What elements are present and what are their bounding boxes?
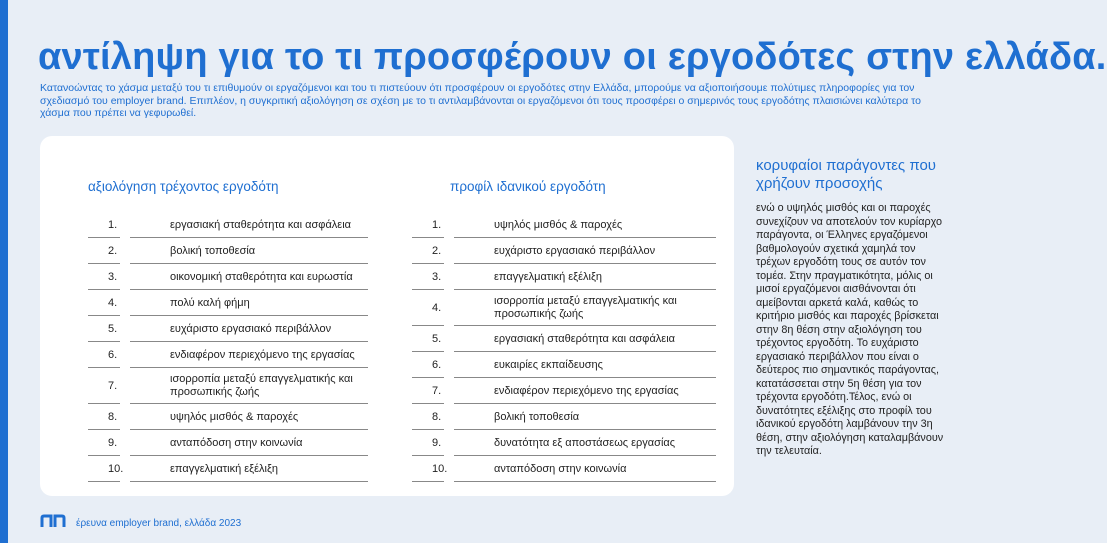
list-item <box>88 264 368 290</box>
list-item <box>88 342 368 368</box>
rank-number: 10. <box>432 463 448 475</box>
rank-label: ευχάριστο εργασιακό περιβάλλον <box>170 322 332 335</box>
rank-number: 2. <box>108 245 118 257</box>
rankings-card <box>40 136 734 496</box>
rank-label: ισορροπία μεταξύ επαγγελματικής και προσωπικής ζωής <box>494 295 677 320</box>
list-item <box>88 456 368 482</box>
ideal-employer-list <box>412 212 716 482</box>
intro-paragraph: Κατανοώντας το χάσμα μεταξύ του τι επιθυμούν οι εργαζόμενοι και του τι πιστεύουν ότι προσφέρουν οι εργοδότες στην Ελλάδα, μπορούμε να αξιοποιήσουμε πολύτιμες πληροφορίες για τον σχεδιασμό του employer brand. Επιπλέον, η συγκριτική αξιολόγηση σε σχέση με το τι αντιλαμβάνονται οι εργαζόμενοι ότι τους προσφέρει ο σημερινός τους εργοδότης πλαισιώνει καλύτερα το χάσμα που πρέπει να γεφυρωθεί. <box>40 82 921 119</box>
rank-number: 1. <box>108 219 118 231</box>
list-item <box>412 290 716 326</box>
rank-label: ισορροπία μεταξύ επαγγελματικής και προσωπικής ζωής <box>170 373 353 398</box>
rank-label: επαγγελματική εξέλιξη <box>170 462 278 475</box>
rank-number: 1. <box>432 219 442 231</box>
side-heading: κορυφαίοι παράγοντες που χρήζουν προσοχής <box>756 157 937 192</box>
rank-label: ενδιαφέρον περιεχόμενο της εργασίας <box>494 384 679 397</box>
rank-number: 3. <box>432 271 442 283</box>
rank-label: υψηλός μισθός & παροχές <box>170 410 299 423</box>
number-divider <box>412 481 444 482</box>
list-item <box>88 430 368 456</box>
rank-label: βολική τοποθεσία <box>170 244 256 257</box>
list-item <box>412 326 716 352</box>
list-item <box>412 212 716 238</box>
list-item <box>88 404 368 430</box>
list-item <box>412 238 716 264</box>
rank-label: επαγγελματική εξέλιξη <box>494 270 602 283</box>
rank-number: 2. <box>432 245 442 257</box>
list-item <box>88 238 368 264</box>
rank-number: 6. <box>108 349 118 361</box>
list-item <box>88 212 368 238</box>
list-item <box>412 456 716 482</box>
rank-number: 10. <box>108 463 124 475</box>
page-title: αντίληψη για το τι προσφέρουν οι εργοδότες στην ελλάδα. <box>38 36 1107 78</box>
list-item <box>412 264 716 290</box>
rank-number: 7. <box>108 380 118 392</box>
rank-number: 4. <box>432 302 442 314</box>
rank-label: ενδιαφέρον περιεχόμενο της εργασίας <box>170 348 355 361</box>
list-item <box>88 368 368 404</box>
list-item <box>412 352 716 378</box>
rank-number: 8. <box>432 411 442 423</box>
rank-label: πολύ καλή φήμη <box>170 296 250 309</box>
rank-number: 4. <box>108 297 118 309</box>
rank-label: βολική τοποθεσία <box>494 410 580 423</box>
randstad-logo-icon <box>40 514 66 528</box>
list-item <box>412 378 716 404</box>
row-divider <box>130 481 368 482</box>
rank-number: 8. <box>108 411 118 423</box>
rank-number: 5. <box>432 333 442 345</box>
list-item <box>88 290 368 316</box>
rank-label: ανταπόδοση στην κοινωνία <box>170 436 303 449</box>
accent-bar <box>0 0 8 543</box>
rank-number: 6. <box>432 359 442 371</box>
rank-label: εργασιακή σταθερότητα και ασφάλεια <box>170 218 352 231</box>
rank-number: 7. <box>432 385 442 397</box>
current-employer-heading: αξιολόγηση τρέχοντος εργοδότη <box>88 179 279 194</box>
rank-number: 3. <box>108 271 118 283</box>
rank-label: δυνατότητα εξ αποστάσεως εργασίας <box>494 436 676 449</box>
current-employer-list <box>88 212 368 482</box>
rank-label: ανταπόδοση στην κοινωνία <box>494 462 627 475</box>
list-item <box>88 316 368 342</box>
rank-label: ευκαιρίες εκπαίδευσης <box>494 358 603 371</box>
rank-number: 5. <box>108 323 118 335</box>
rank-label: οικονομική σταθερότητα και ευρωστία <box>170 270 353 283</box>
list-item <box>412 430 716 456</box>
number-divider <box>88 481 120 482</box>
rank-number: 9. <box>432 437 442 449</box>
rank-label: εργασιακή σταθερότητα και ασφάλεια <box>494 332 676 345</box>
ideal-employer-heading: προφίλ ιδανικού εργοδότη <box>450 179 606 194</box>
rank-label: υψηλός μισθός & παροχές <box>494 218 623 231</box>
row-divider <box>454 481 716 482</box>
footer-caption: έρευνα employer brand, ελλάδα 2023 <box>76 518 242 529</box>
side-body: ενώ ο υψηλός μισθός και οι παροχές συνεχίζουν να αποτελούν τον κυρίαρχο παράγοντα, οι Έλληνες εργαζόμενοι βαθμολογούν σχετικά χαμηλά τον τρέχων εργοδότη τους σε αυτόν τον τομέα. Στην πραγματικότητα, μόλις οι μισοί εργαζόμενοι αισθάνονται ότι αμείβονται αρκετά καλά, καθώς το κριτήριο μισθός και παροχές βρίσκεται στην 8η θέση στην αξιολόγηση του τρέχοντος εργοδότη. Το ευχάριστο εργασιακό περιβάλλον που είναι ο δεύτερος πιο σημαντικός παράγοντας, κατατάσσεται στην 5η θέση για τον τρέχοντα εργοδότη.Τέλος, ενώ οι δυνατότητες εξέλιξης στο προφίλ του ιδανικού εργοδότη λαμβάνουν την 3η θέση, στην αξιολόγηση καταλαμβάνουν την τελευταία. <box>756 202 944 457</box>
rank-number: 9. <box>108 437 118 449</box>
list-item <box>412 404 716 430</box>
rank-label: ευχάριστο εργασιακό περιβάλλον <box>494 244 656 257</box>
